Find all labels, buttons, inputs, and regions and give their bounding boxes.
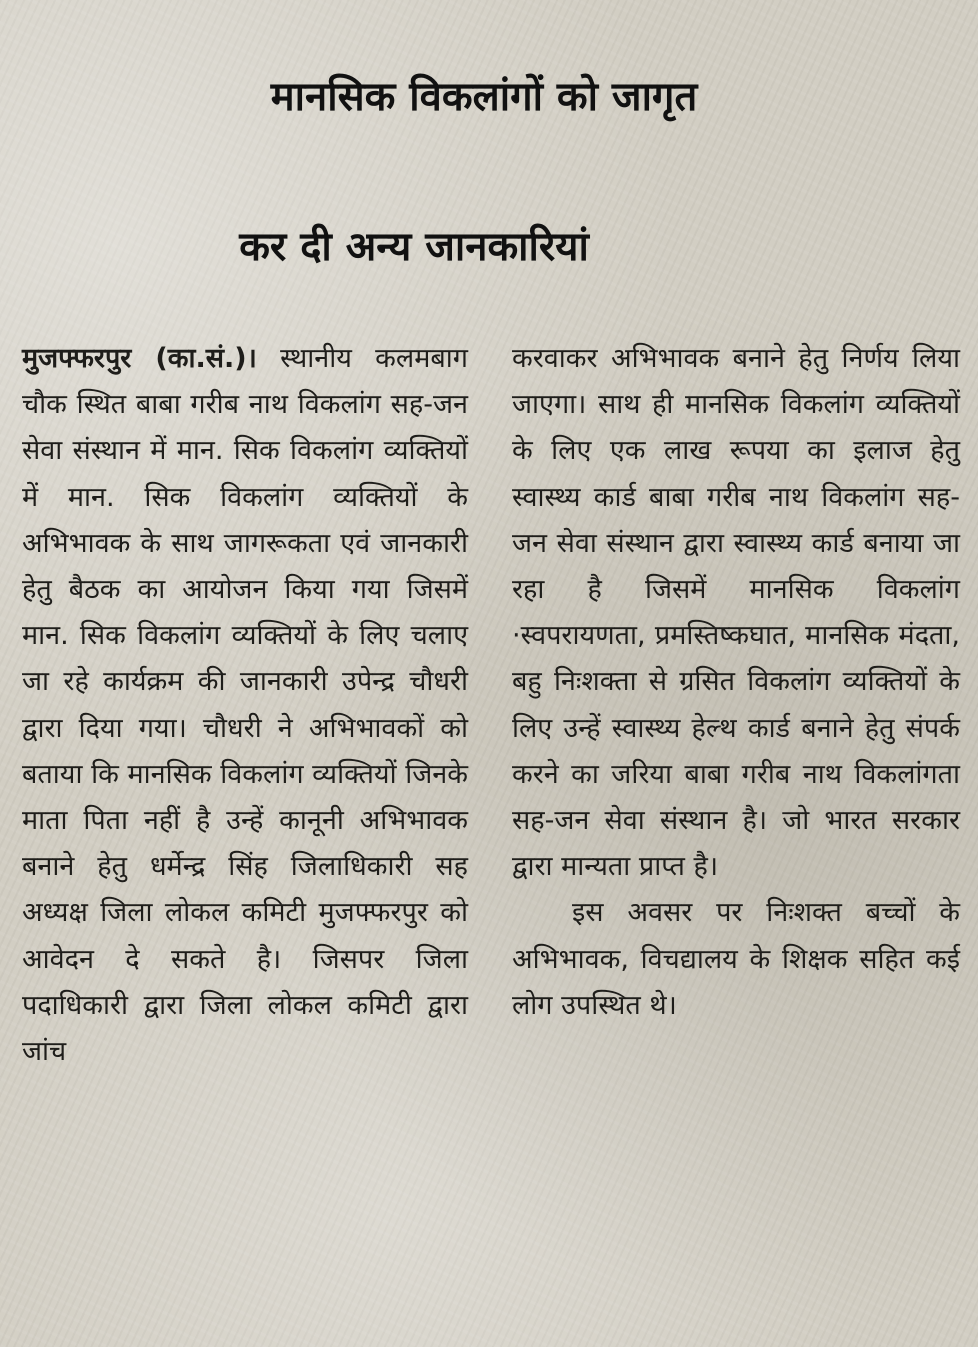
article-column-left — [22, 336, 468, 1075]
article-text-column-1: स्थानीय कलमबाग चौक स्थित बाबा गरीब नाथ विकलांग सह-जन सेवा संस्थान में मान. सिक विकलांग व्यक्तियों में मान. सिक विकलांग व्यक्तियों के अभिभावक के साथ जागरूकता एवं जानकारी हेतु बैठक का आयोजन किया गया जिसमें मान. सिक विकलांग व्यक्तियों के लिए चलाए जा रहे कार्यक्रम की जानकारी उपेन्द्र चौधरी द्वारा दिया गया। चौधरी ने अभिभावकों को बताया कि मानसिक विकलांग व्यक्तियों जिनके माता पिता नहीं है उन्हें कानूनी अभिभावक बनाने हेतु धर्मेन्द्र सिंह जिलाधिकारी सह अध्यक्ष जिला लोकल कमिटी मुजफ्फरपुर को आवेदन दे सकते है। जिसपर जिला पदाधिकारी द्वारा जिला लोकल कमिटी द्वारा जांच — [22, 343, 468, 1068]
article-paragraph-1 — [22, 336, 468, 1075]
headline-line-2: कर दी अन्य जानकारियां — [239, 224, 589, 270]
article-column-right — [512, 336, 960, 1029]
headline — [0, 22, 978, 322]
article-paragraph-continued: करवाकर अभिभावक बनाने हेतु निर्णय लिया जाएगा। साथ ही मानसिक विकलांग व्यक्तियों के लिए एक लाख रूपया का इलाज हेतु स्वास्थ्य कार्ड बाबा गरीब नाथ विकलांग सह-जन सेवा संस्थान द्वारा स्वास्थ्य कार्ड बनाया जा रहा है जिसमें मानसिक विकलांग ·स्वपरायणता, प्रमस्तिष्कघात, मानसिक मंदता, बहु निःशक्ता से ग्रसित विकलांग व्यक्तियों के लिए उन्हें स्वास्थ्य हेल्थ कार्ड बनाने हेतु संपर्क करने का जरिया बाबा गरीब नाथ विकलांगता सह-जन सेवा संस्थान है। जो भारत सरकार द्वारा मान्यता प्राप्त है। — [512, 343, 960, 883]
article-paragraph-closing: इस अवसर पर निःशक्त बच्चों के अभिभावक, विचद्यालय के शिक्षक सहित कई लोग उपस्थित थे। — [512, 897, 960, 1021]
dateline: मुजफ्फरपुर (का.सं.)। — [22, 343, 257, 374]
headline-line-1: मानसिक विकलांगों को जागृत — [270, 74, 698, 120]
